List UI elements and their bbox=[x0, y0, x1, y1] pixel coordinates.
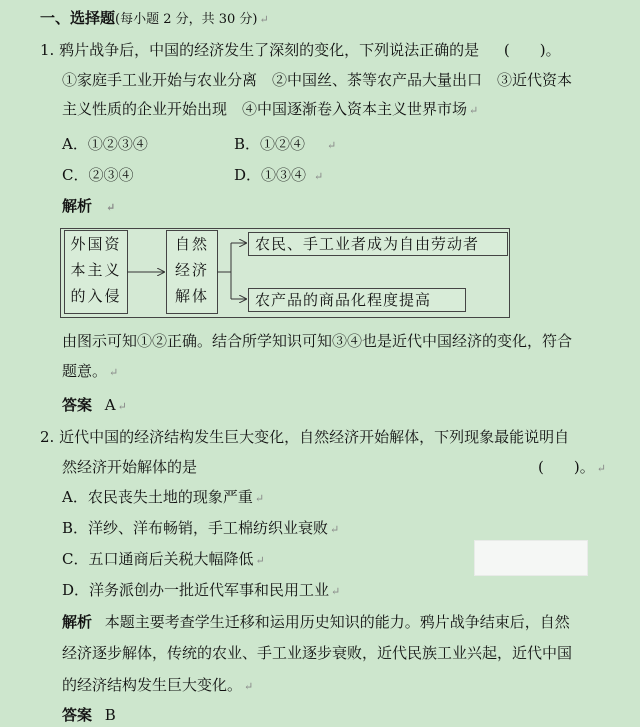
paragraph-mark-icon: ↵ bbox=[314, 170, 324, 183]
q1-answer-label: 答案 bbox=[62, 396, 93, 414]
paragraph-mark-icon: ↵ bbox=[109, 366, 119, 379]
q2-answer-label: 答案 bbox=[62, 706, 93, 724]
paragraph-mark-icon: ↵ bbox=[469, 104, 479, 117]
q2-option-c: C．五口通商后关税大幅降低 ↵ bbox=[62, 550, 265, 568]
q1-statements-line2: 主义性质的企业开始出现 ④中国逐渐卷入资本主义世界市场 ↵ bbox=[62, 100, 479, 118]
q2-option-d: D．洋务派创办一批近代军事和民用工业 ↵ bbox=[62, 581, 341, 599]
q2-number: 2. bbox=[40, 428, 55, 446]
q2-stem-line2: 然经济开始解体的是 bbox=[62, 458, 198, 476]
q1-analysis-line2: 题意。 ↵ bbox=[62, 362, 119, 380]
paragraph-mark-icon: ↵ bbox=[255, 554, 265, 567]
q2-stem-line1: 2. 近代中国的经济结构发生巨大变化，自然经济开始解体，下列现象最能说明自 bbox=[40, 428, 570, 446]
q2-answer-value: B bbox=[104, 706, 116, 724]
paragraph-mark-icon: ↵ bbox=[106, 201, 116, 214]
q1-number: 1. bbox=[40, 41, 55, 59]
paragraph-mark-icon: ↵ bbox=[331, 585, 341, 598]
q1-option-a: A．①②③④ bbox=[62, 135, 148, 153]
paragraph-mark-icon: ↵ bbox=[244, 680, 254, 693]
q2-option-b: B．洋纱、洋布畅销，手工棉纺织业衰败 ↵ bbox=[62, 519, 340, 537]
q1-statements-line1: ①家庭手工业开始与农业分离 ②中国丝、茶等农产品大量出口 ③近代资本 bbox=[62, 71, 573, 89]
paragraph-mark-icon: ↵ bbox=[327, 139, 337, 152]
q2-answer bbox=[62, 705, 116, 725]
q1-option-c: C．②③④ bbox=[62, 166, 134, 184]
q1-analysis-label: 解析 ↵ bbox=[62, 197, 116, 215]
q2-option-a: A．农民丧失土地的现象严重 ↵ bbox=[62, 488, 265, 506]
q1-paren: ( )。 bbox=[503, 41, 561, 59]
q1-analysis-line1: 由图示可知①②正确。结合所学知识可知③④也是近代中国经济的变化，符合 bbox=[62, 332, 573, 350]
q1-answer bbox=[62, 395, 127, 417]
paragraph-mark-icon: ↵ bbox=[259, 13, 269, 26]
blank-image-placeholder bbox=[474, 540, 588, 576]
paragraph-mark-icon: ↵ bbox=[596, 462, 606, 475]
q1-answer-value: A bbox=[104, 396, 116, 414]
diagram-result-commercialization: 农产品的商品化程度提高 bbox=[248, 288, 466, 312]
q1-option-b: B．①②④ ↵ bbox=[234, 135, 337, 153]
section-note: (每小题 2 分，共 30 分) bbox=[115, 12, 258, 27]
diagram-box-foreign-capitalism: 外国资 本主义 的入侵 bbox=[64, 230, 128, 314]
paragraph-mark-icon: ↵ bbox=[117, 400, 127, 413]
q2-analysis-label: 解析 bbox=[62, 613, 93, 631]
paragraph-mark-icon: ↵ bbox=[330, 523, 340, 536]
q2-paren: ( )。 ↵ bbox=[538, 458, 606, 476]
q2-analysis-line2: 经济逐步解体，传统的农业、手工业逐步衰败，近代民族工业兴起，近代中国 bbox=[62, 644, 573, 662]
section-title: 一、选择题 bbox=[40, 9, 116, 27]
diagram-box-natural-economy: 自然 经济 解体 bbox=[166, 230, 218, 314]
q1-option-d: D．①③④ ↵ bbox=[234, 166, 324, 184]
paragraph-mark-icon: ↵ bbox=[254, 492, 265, 505]
diagram-result-free-labor: 农民、手工业者成为自由劳动者 bbox=[248, 232, 508, 256]
q2-analysis-line1: 解析 本题主要考查学生迁移和运用历史知识的能力。鸦片战争结束后，自然 bbox=[62, 613, 570, 631]
q1-stem-text: 鸦片战争后，中国的经济发生了深刻的变化，下列说法正确的是 bbox=[59, 41, 480, 59]
q2-analysis-line3: 的经济结构发生巨大变化。 ↵ bbox=[62, 676, 254, 694]
